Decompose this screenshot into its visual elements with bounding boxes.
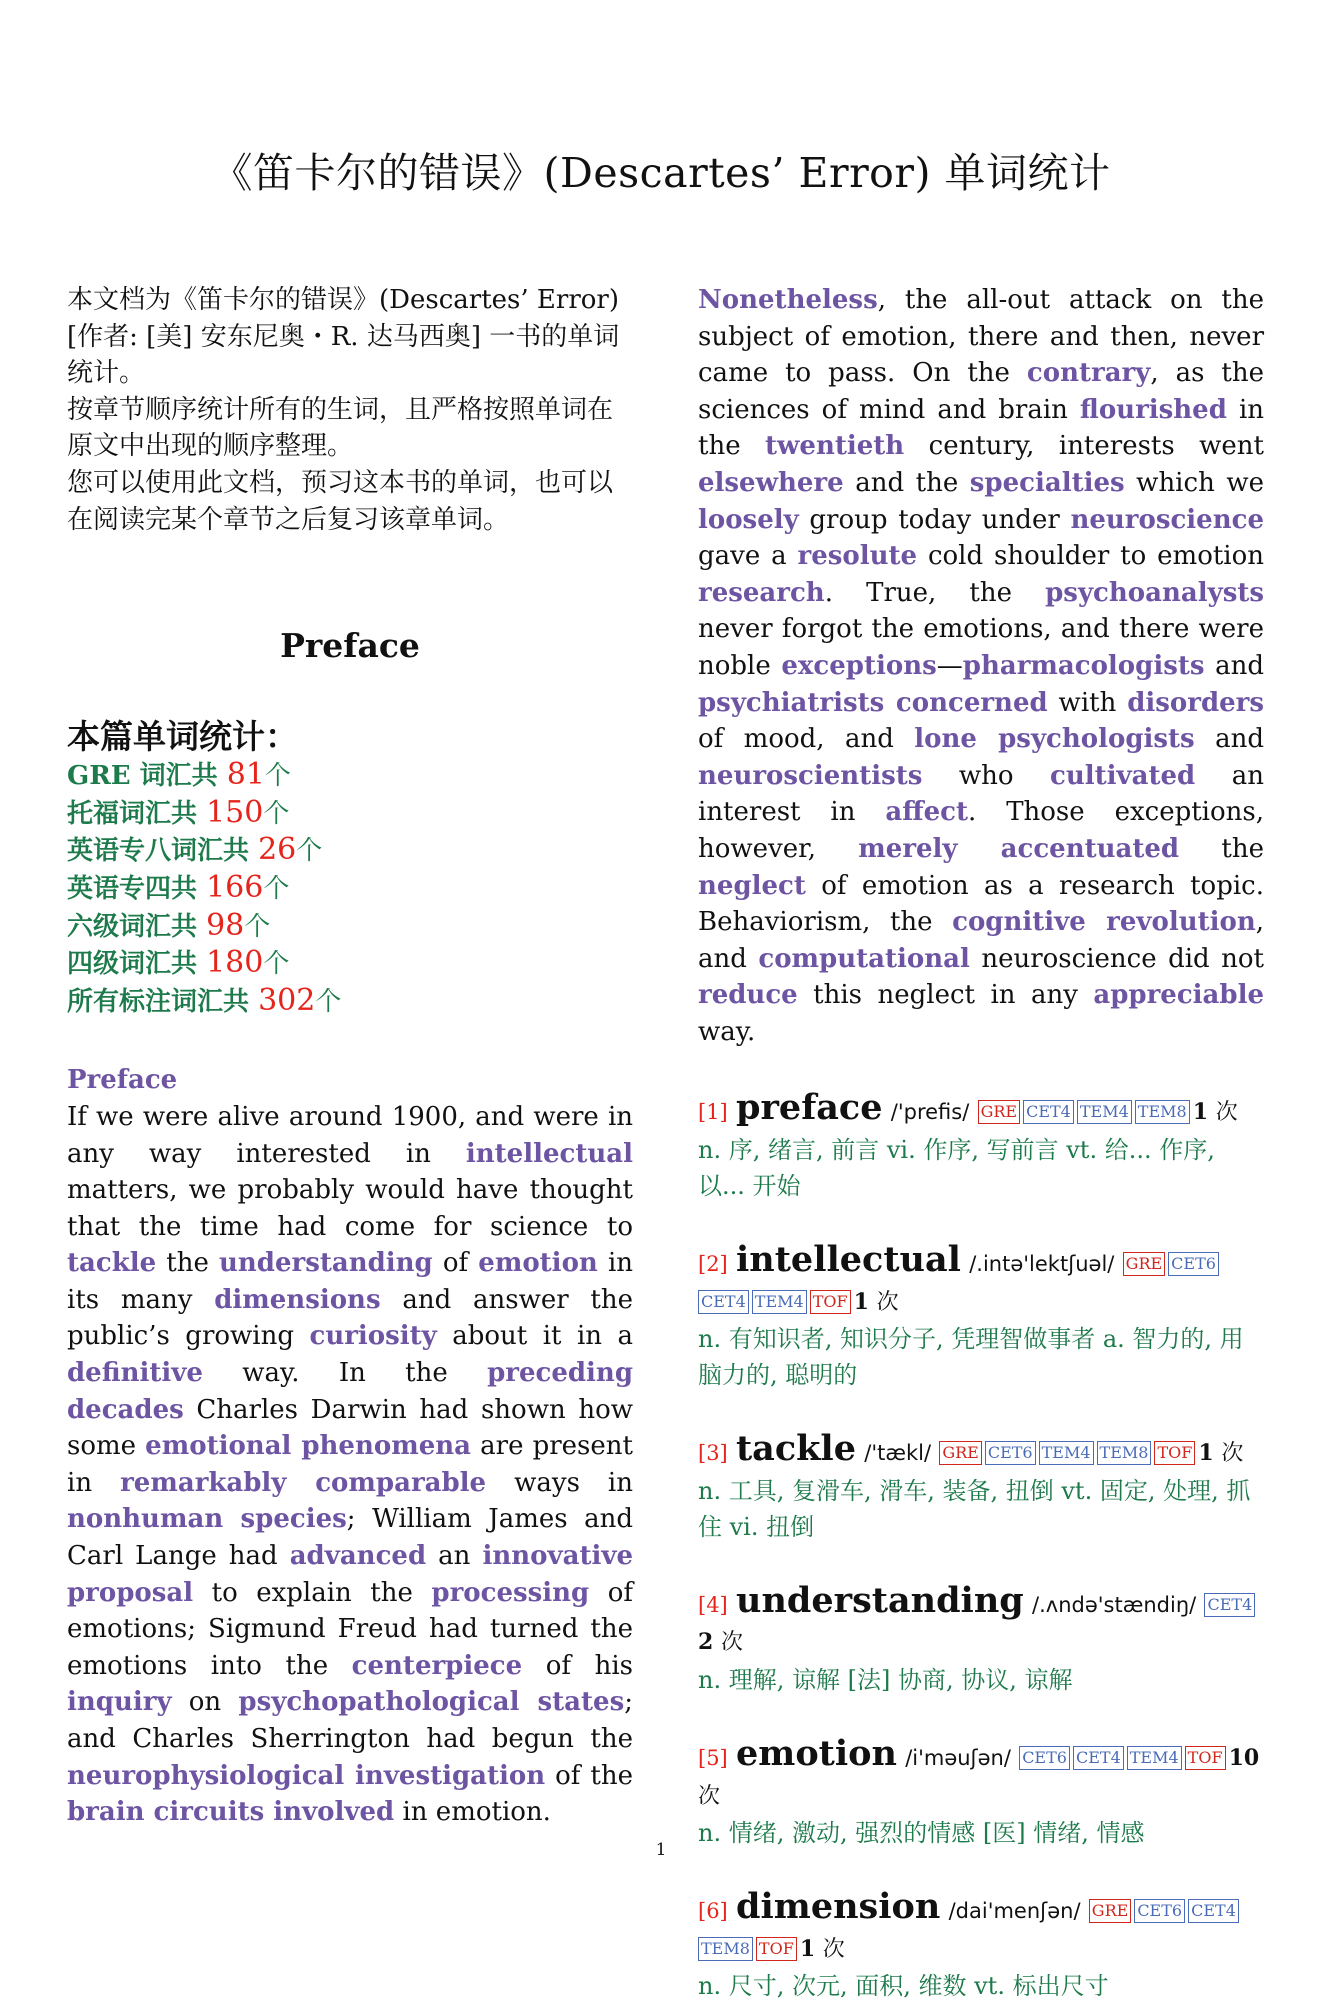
level-tag: GRE [1089, 1899, 1132, 1923]
right-text-paragraph: Nonetheless, the all-out attack on the subject of emotion, there and then, never came to pass. On the contrary, as the sciences of mind and brain flourished in the twentieth century, interests went elsewhere and the specialties which we loosely group today under neuroscience gave a resolute cold shoulder to emotion research. True, the psychoanalysts never forgot the emotions, and there were noble exceptions—pharmacologists and psychiatrists concerned with disorders of mood, and lone psychologists and neuroscientists who cultivated an interest in affect. Those exceptions, however, merely accentuated the neglect of emotion as a research topic. Behaviorism, the cognitive revolution, and computational neuroscience did not reduce this neglect in any appreciable way. [698, 285, 1265, 1047]
entry-count [698, 1629, 743, 1655]
intro-paragraph: 按章节顺序统计所有的生词，且严格按照单词在原文中出现的顺序整理。 [67, 394, 614, 462]
stat-row [67, 983, 633, 1021]
entry-definition: n. 工具, 复滑车, 滑车, 装备, 扭倒 vt. 固定, 处理, 抓住 vi. 扭倒 [698, 1476, 1251, 1541]
entry-count [800, 1936, 845, 1962]
highlighted-word: inquiry [67, 1687, 172, 1718]
highlighted-word: innovative proposal [67, 1541, 633, 1608]
highlighted-word: cultivated [1050, 760, 1196, 791]
entry-count [854, 1289, 899, 1315]
highlighted-word: understanding [218, 1248, 433, 1279]
level-tag: CET4 [698, 1290, 749, 1314]
level-tag: GRE [939, 1441, 982, 1465]
stat-label: 四级词汇共 [67, 949, 207, 980]
entry-phonetic: /'tækl/ [864, 1441, 932, 1466]
highlighted-word: neuroscientists [698, 760, 923, 791]
vocab-entry [698, 1579, 1264, 1698]
entry-index: [3] [698, 1441, 728, 1466]
stat-row [67, 945, 633, 983]
highlighted-word: remarkably comparable [120, 1467, 487, 1498]
stat-unit: 个 [296, 836, 323, 867]
stat-unit: 个 [263, 798, 290, 829]
count-number: 1 [853, 1288, 869, 1315]
intro-paragraph: 您可以使用此文档，预习这本书的单词，也可以在阅读完某个章节之后复习该章单词。 [67, 467, 614, 535]
highlighted-word: pharmacologists [962, 650, 1205, 681]
highlighted-word: emotion [478, 1248, 598, 1279]
entry-definition: n. 有知识者, 知识分子, 凭理智做事者 a. 智力的, 用脑力的, 聪明的 [698, 1325, 1244, 1390]
entry-index: [4] [698, 1592, 728, 1617]
highlighted-word: cognitive revolution [952, 907, 1256, 938]
right-column [698, 282, 1264, 2004]
entry-word: intellectual [736, 1239, 961, 1281]
highlighted-word: intellectual [465, 1138, 633, 1169]
count-number: 2 [698, 1629, 714, 1656]
entry-word: understanding [736, 1579, 1024, 1621]
highlighted-word: nonhuman species [67, 1504, 347, 1535]
highlighted-word: definitive [67, 1358, 203, 1389]
vocab-entry [698, 1733, 1264, 1851]
highlighted-word: contrary [1026, 358, 1151, 389]
highlighted-word: appreciable [1093, 980, 1264, 1011]
entry-head [698, 1886, 1264, 1968]
vocab-entry [698, 1239, 1264, 1393]
entry-head [698, 1428, 1264, 1473]
level-tag: GRE [978, 1100, 1021, 1124]
highlighted-word: specialties [969, 467, 1125, 498]
highlighted-word: preceding decades [67, 1358, 633, 1425]
stat-unit: 个 [263, 949, 290, 980]
entry-index: [6] [698, 1899, 728, 1924]
level-tag: TOF [1154, 1441, 1195, 1465]
entry-index: [1] [698, 1100, 728, 1125]
highlighted-word: psychiatrists concerned [698, 687, 1048, 718]
stat-count: 150 [206, 794, 264, 830]
stat-label: 六级词汇共 [67, 911, 207, 942]
entry-index: [2] [698, 1252, 728, 1277]
stat-label: 英语专四共 [67, 873, 207, 904]
entry-head [698, 1579, 1264, 1662]
count-unit: 次 [822, 1936, 845, 1962]
highlighted-word: Nonetheless [698, 285, 878, 315]
stat-label: 英语专八词汇共 [67, 836, 259, 867]
level-tag: TEM8 [698, 1937, 753, 1961]
highlighted-word: computational [758, 943, 970, 974]
level-tag: TOF [756, 1937, 797, 1961]
level-tag: CET6 [1134, 1899, 1185, 1923]
chapter-heading: Preface [280, 626, 420, 666]
level-tag: TOF [810, 1290, 851, 1314]
highlighted-word: psychopathological states [238, 1687, 625, 1718]
stat-row [67, 757, 633, 795]
stat-count: 98 [206, 907, 245, 943]
count-number: 1 [799, 1935, 816, 1962]
stats-heading: 本篇单词统计： [67, 717, 298, 757]
highlighted-word: research [698, 577, 825, 608]
vocab-entry [698, 1428, 1264, 1545]
level-tag: TEM4 [752, 1290, 807, 1314]
section-label: Preface [67, 1065, 178, 1096]
highlighted-word: loosely [698, 504, 799, 535]
left-text-paragraph: If we were alive around 1900, and were in any way interested in intellectual matters, we probably would have thought that the time had come for science to tackle the understanding of emotion in its many dimensions and answer the public’s growing curiosity about it in a definitive way. In the preceding decades Charles Darwin had shown how some emotional phenomena are present in remarkably comparable ways in nonhuman species; William James and Carl Lange had advanced an innovative proposal to explain the processing of emotions; Sigmund Freud had turned the emotions into the centerpiece of his inquiry on psychopathological states; and Charles Sherrington had begun the neurophysiological investigation of the brain circuits involved in emotion. [67, 1101, 634, 1828]
highlighted-word: dimensions [214, 1284, 381, 1315]
stat-label: GRE 词汇共 [67, 761, 227, 792]
highlighted-word: affect [885, 797, 968, 828]
level-tag: CET6 [985, 1441, 1036, 1465]
level-tag: CET6 [1019, 1746, 1070, 1770]
level-tag: TOF [1185, 1746, 1226, 1770]
entry-definition: n. 序, 绪言, 前言 vi. 作序, 写前言 vt. 给... 作序, 以... 开始 [698, 1136, 1215, 1201]
entry-phonetic: /.intə'lektʃuəl/ [969, 1252, 1115, 1277]
count-unit: 次 [1221, 1441, 1244, 1467]
entry-head [698, 1733, 1264, 1815]
count-unit: 次 [876, 1289, 899, 1315]
count-unit: 次 [1215, 1100, 1238, 1126]
highlighted-word: psychoanalysts [1045, 577, 1264, 608]
entry-phonetic: /.ʌndə'stændiŋ/ [1032, 1592, 1197, 1617]
level-tag: TEM8 [1097, 1441, 1152, 1465]
count-number: 1 [1192, 1099, 1209, 1126]
entry-count [1193, 1099, 1238, 1125]
stat-unit: 个 [264, 761, 291, 792]
stat-unit: 个 [244, 911, 271, 942]
stat-unit: 个 [263, 873, 290, 904]
level-tag: CET6 [1168, 1252, 1219, 1276]
highlighted-word: neglect [698, 870, 806, 901]
highlighted-word: neuroscience [1070, 504, 1264, 535]
level-tag: CET4 [1188, 1899, 1239, 1923]
count-number: 10 [1228, 1745, 1260, 1772]
stat-count: 302 [258, 982, 316, 1018]
entry-phonetic: /dai'menʃən/ [948, 1899, 1081, 1924]
intro-block [67, 282, 633, 538]
level-tag: CET4 [1204, 1593, 1255, 1617]
stats-list [67, 757, 633, 1020]
stat-row [67, 908, 633, 946]
document-title: 《笛卡尔的错误》(Descartes’ Error) 单词统计 [211, 149, 1111, 197]
stat-label: 托福词汇共 [67, 798, 207, 829]
stat-row [67, 832, 633, 870]
stat-unit: 个 [315, 986, 342, 1017]
stat-label: 所有标注词汇共 [67, 986, 259, 1017]
highlighted-word: neurophysiological investigation [67, 1760, 546, 1791]
stat-count: 166 [206, 869, 264, 905]
highlighted-word: centerpiece [351, 1650, 523, 1681]
highlighted-word: emotional phenomena [145, 1431, 472, 1462]
stat-row [67, 870, 633, 908]
stat-count: 26 [258, 832, 297, 868]
vocab-entries [698, 1087, 1264, 2004]
highlighted-word: reduce [698, 980, 798, 1011]
level-tag: CET4 [1073, 1746, 1124, 1770]
entry-phonetic: /'prefis/ [890, 1100, 970, 1125]
highlighted-word: tackle [67, 1248, 157, 1279]
entry-definition: n. 情绪, 激动, 强烈的情感 [医] 情绪, 情感 [698, 1819, 1145, 1848]
entry-word: emotion [736, 1733, 897, 1775]
vocab-entry [698, 1886, 1264, 2004]
entry-definition: n. 理解, 谅解 [法] 协商, 协议, 谅解 [698, 1666, 1073, 1695]
entry-head [698, 1087, 1264, 1132]
highlighted-word: flourished [1079, 394, 1227, 425]
highlighted-word: disorders [1127, 687, 1264, 718]
highlighted-word: resolute [797, 541, 918, 572]
highlighted-word: exceptions [781, 650, 937, 681]
highlighted-word: processing [431, 1577, 590, 1608]
entry-word: dimension [736, 1886, 941, 1928]
stat-count: 81 [226, 757, 265, 793]
intro-paragraph: 本文档为《笛卡尔的错误》(Descartes’ Error)[作者: [美] 安东尼奥・R. 达马西奥] 一书的单词统计。 [67, 285, 620, 389]
left-column [67, 282, 633, 1831]
level-tag: GRE [1123, 1252, 1166, 1276]
stat-row [67, 795, 633, 833]
highlighted-word: merely accentuated [858, 833, 1180, 864]
entry-index: [5] [698, 1746, 728, 1771]
entry-word: preface [736, 1087, 883, 1129]
vocab-entry [698, 1087, 1264, 1204]
level-tag: TEM4 [1039, 1441, 1094, 1465]
highlighted-word: lone psychologists [914, 724, 1195, 755]
highlighted-word: advanced [289, 1541, 427, 1572]
entry-phonetic: /i'məuʃən/ [905, 1746, 1011, 1771]
level-tag: TEM8 [1135, 1100, 1190, 1124]
highlighted-word: elsewhere [698, 467, 844, 498]
level-tag: CET4 [1023, 1100, 1074, 1124]
page-number: 1 [655, 1840, 667, 1860]
stat-count: 180 [206, 945, 264, 981]
count-unit: 次 [720, 1630, 743, 1656]
highlighted-word: curiosity [309, 1321, 437, 1352]
highlighted-word: brain circuits involved [67, 1797, 395, 1828]
count-unit: 次 [698, 1783, 721, 1809]
count-number: 1 [1198, 1440, 1214, 1467]
entry-word: tackle [736, 1428, 856, 1470]
level-tag: TEM4 [1077, 1100, 1132, 1124]
entry-head [698, 1239, 1264, 1321]
highlighted-word: twentieth [765, 431, 905, 462]
level-tag: TEM4 [1127, 1746, 1182, 1770]
entry-count [1198, 1440, 1243, 1466]
entry-definition: n. 尺寸, 次元, 面积, 维数 vt. 标出尺寸 [698, 1972, 1109, 2001]
